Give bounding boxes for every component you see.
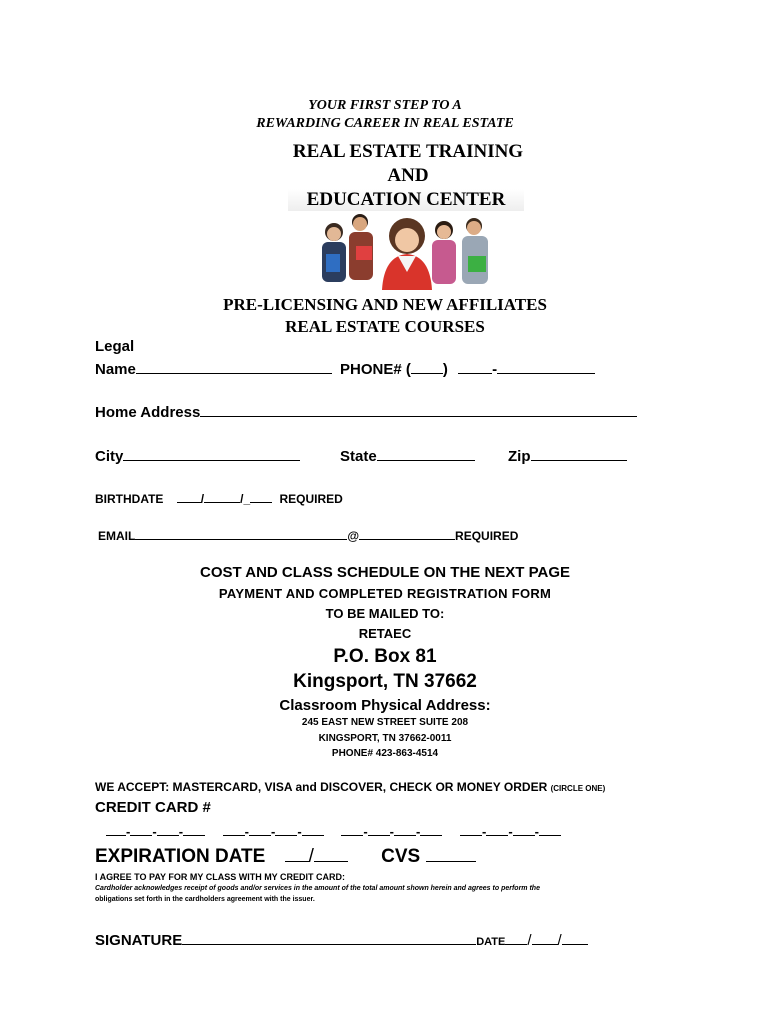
city-label: City [95, 448, 124, 465]
birthdate-separator: / [200, 492, 205, 506]
birthdate-month-field[interactable] [177, 490, 201, 503]
email-user-field[interactable] [135, 527, 347, 540]
student-figure-1 [322, 223, 346, 282]
phone-area-code-field[interactable] [411, 361, 443, 374]
email-at-sign: @ [347, 529, 360, 543]
zip-field[interactable] [531, 448, 627, 461]
zip-label: Zip [508, 448, 531, 465]
org-name: RETAEC [358, 626, 412, 641]
birthdate-row [95, 490, 343, 506]
date-month-field[interactable] [505, 932, 527, 945]
home-address-row [95, 404, 637, 421]
signature-field[interactable] [182, 932, 476, 945]
accepted-payments-row [95, 780, 605, 794]
phone-close-paren: ) [442, 361, 448, 378]
birthdate-day-field[interactable] [204, 490, 240, 503]
tagline-line-2: REWARDING CAREER IN REAL ESTATE [256, 116, 514, 131]
mailing-city-state: Kingsport, TN 37662 [293, 671, 477, 692]
tagline-line-1: YOUR FIRST STEP TO A [308, 98, 462, 113]
state-field[interactable] [377, 448, 475, 461]
date-separator: / [527, 932, 532, 949]
classroom-phone: PHONE# 423-863-4514 [331, 748, 439, 759]
credit-card-number-field[interactable]: - - - - - - - - - - - - [106, 823, 561, 839]
name-label: Name [95, 361, 136, 378]
page-title-line-1: REAL ESTATE TRAINING [292, 141, 524, 162]
cardholder-ack-line-1: Cardholder acknowledges receipt of goods and/or services in the amount of the total amount shown herein and agrees to perform the [95, 885, 540, 892]
expiration-month-field[interactable] [285, 847, 309, 862]
expiration-year-field[interactable] [314, 847, 348, 862]
classroom-street: 245 EAST NEW STREET SUITE 208 [301, 717, 469, 728]
state-label: State [340, 448, 377, 465]
expiration-label: EXPIRATION DATE [95, 846, 266, 867]
cost-schedule-note: COST AND CLASS SCHEDULE ON THE NEXT PAGE [199, 564, 571, 581]
email-label: EMAIL [98, 529, 136, 543]
phone-line-field[interactable] [497, 361, 595, 374]
payment-note: PAYMENT AND COMPLETED REGISTRATION FORM [218, 586, 552, 601]
name-phone-row: Name PHONE# ( ) - [95, 361, 595, 378]
email-domain-field[interactable] [359, 527, 455, 540]
page-title-line-3: EDUCATION CENTER [288, 189, 524, 211]
phone-label: PHONE# ( [340, 361, 411, 378]
mailed-to-note: TO BE MAILED TO: [325, 606, 445, 621]
home-address-label: Home Address [95, 404, 201, 421]
circle-one-note: (CIRCLE ONE) [550, 784, 606, 793]
home-address-field[interactable] [200, 404, 637, 417]
students-photo [312, 212, 502, 290]
cvs-field[interactable] [426, 847, 476, 862]
date-year-field[interactable] [562, 932, 588, 945]
credit-card-label: CREDIT CARD # [95, 799, 211, 816]
legal-label: Legal [95, 338, 135, 355]
cvs-label: CVS [381, 846, 421, 867]
agree-statement: I AGREE TO PAY FOR MY CLASS WITH MY CREDIT CARD: [95, 872, 346, 882]
po-box: P.O. Box 81 [333, 646, 437, 667]
signature-label: SIGNATURE [95, 932, 183, 949]
page-title-line-2: AND [387, 165, 429, 186]
signature-row [95, 932, 588, 949]
expiration-row [95, 846, 476, 868]
date-day-field[interactable] [532, 932, 558, 945]
date-separator: / [557, 932, 562, 949]
classroom-address-label: Classroom Physical Address: [279, 697, 491, 714]
birthdate-label: BIRTHDATE [95, 492, 164, 506]
cardholder-ack-line-2: obligations set forth in the cardholders agreement with the issuer. [95, 896, 315, 903]
course-subtitle-line-2: REAL ESTATE COURSES [285, 317, 485, 336]
date-label: DATE [476, 936, 506, 948]
state-row [340, 448, 475, 465]
course-subtitle-line-1: PRE-LICENSING AND NEW AFFILIATES [223, 295, 547, 314]
birthdate-year-field[interactable] [250, 490, 272, 503]
name-field[interactable] [136, 361, 332, 374]
student-figure-4 [432, 221, 456, 284]
city-field[interactable] [123, 448, 300, 461]
accepted-payments-text: WE ACCEPT: MASTERCARD, VISA and DISCOVER, CHECK OR MONEY ORDER [95, 780, 548, 794]
email-required-label: REQUIRED [455, 529, 519, 543]
email-row [98, 527, 518, 543]
city-row [95, 448, 300, 465]
birthdate-required-label: REQUIRED [279, 492, 343, 506]
expiration-separator: / [308, 846, 314, 867]
phone-prefix-field[interactable] [458, 361, 492, 374]
zip-row [508, 448, 627, 465]
classroom-city-zip: KINGSPORT, TN 37662-0011 [318, 733, 452, 744]
birthdate-separator: /_ [240, 492, 251, 506]
